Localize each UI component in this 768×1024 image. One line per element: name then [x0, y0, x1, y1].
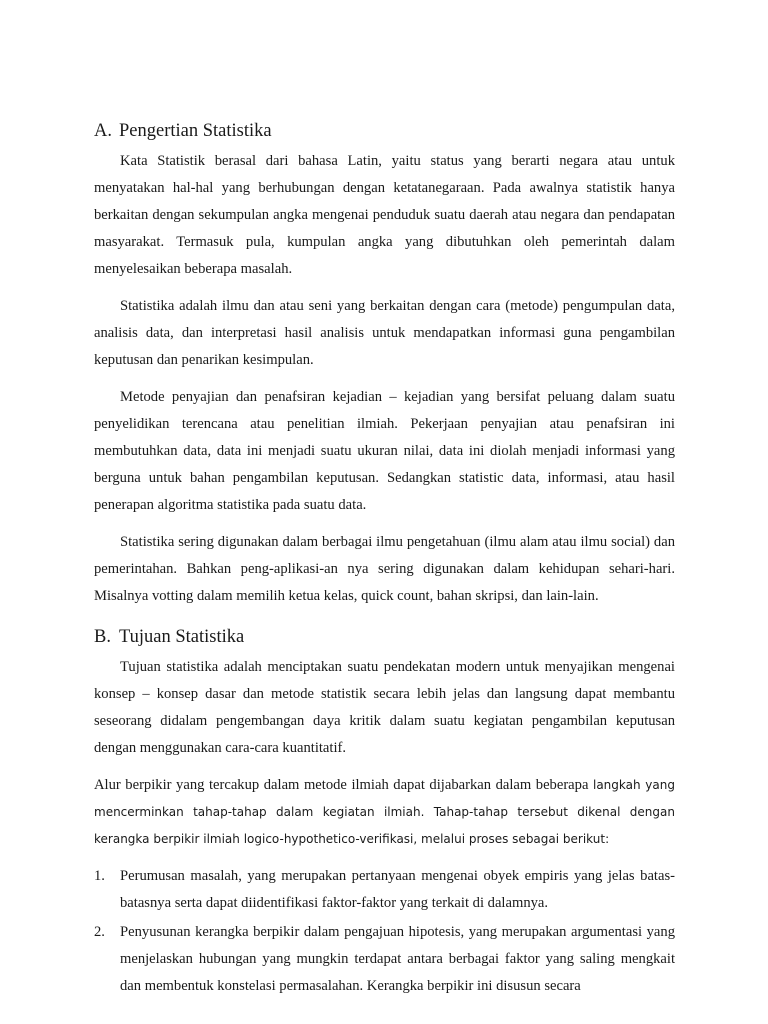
list-item	[94, 919, 675, 1000]
section-a-paragraph-3: Metode penyajian dan penafsiran kejadian – kejadian yang bersifat peluang dalam suatu penyelidikan terencana atau penelitian ilmiah. Pekerjaan penyajian atau penafsiran ini membutuhkan data, data ini menjadi suatu ukuran nilai, data ini diolah menjadi informasi yang berguna untuk bahan pengambilan keputusan. Sedangkan statistic data, informasi, atau hasil penerapan algoritma statistika pada suatu data.	[94, 389, 675, 513]
list-item-number: 2.	[94, 924, 105, 940]
section-a-paragraph-2: Statistika adalah ilmu dan atau seni yang berkaitan dengan cara (metode) pengumpulan data, analisis data, dan interpretasi hasil analisis untuk mendapatkan informasi guna pengambilan keputusan dan penarikan kesimpulan.	[94, 298, 675, 368]
section-b-paragraph-2	[94, 772, 675, 853]
section-a-paragraph-4: Statistika sering digunakan dalam berbagai ilmu pengetahuan (ilmu alam atau ilmu social) dan pemerintahan. Bahkan peng-aplikasi-an nya sering digunakan dalam kehidupan sehari-hari. Misalnya votting dalam memilih ketua kelas, quick count, bahan skripsi, dan lain-lain.	[94, 534, 675, 604]
list-item	[94, 863, 675, 917]
section-b-paragraph-2-sans: langkah yang mencerminkan tahap-tahap dalam kegiatan ilmiah. Tahap-tahap tersebut dikenal dengan kerangka berpikir ilmiah logico-hypothetico-verifikasi, melalui proses sebagai berikut:	[94, 778, 675, 846]
section-a-letter: A.	[94, 121, 112, 141]
list-item-number: 1.	[94, 868, 105, 884]
section-b-paragraph-1: Tujuan statistika adalah menciptakan suatu pendekatan modern untuk menyajikan mengenai konsep – konsep dasar dan metode statistik secara lebih jelas dan langsung dapat membantu seseorang didalam pengembangan daya kritik dalam suatu kegiatan pengambilan keputusan dengan menggunakan cara-cara kuantitatif.	[94, 659, 675, 756]
section-b-title: Tujuan Statistika	[119, 627, 245, 647]
section-a-heading	[94, 118, 675, 144]
section-b-paragraph-2-serif: Alur berpikir yang tercakup dalam metode ilmiah dapat dijabarkan dalam beberapa	[94, 777, 593, 793]
list-item-text: Penyusunan kerangka berpikir dalam pengajuan hipotesis, yang merupakan argumentasi yang menjelaskan hubungan yang mungkin terdapat antara berbagai faktor yang saling mengkait dan membentuk konstelasi permasalahan. Kerangka berpikir ini disusun secara	[120, 924, 675, 994]
section-a-title: Pengertian Statistika	[119, 121, 272, 141]
list-item-text: Perumusan masalah, yang merupakan pertanyaan mengenai obyek empiris yang jelas batas-batasnya serta dapat diidentifikasi faktor-faktor yang terkait di dalamnya.	[120, 868, 675, 911]
section-b-letter: B.	[94, 627, 111, 647]
section-a-paragraph-1: Kata Statistik berasal dari bahasa Latin, yaitu status yang berarti negara atau untuk menyatakan hal-hal yang berhubungan dengan ketatanegaraan. Pada awalnya statistik hanya berkaitan dengan sekumpulan angka mengenai penduduk suatu daerah atau negara dan pendapatan masyarakat. Termasuk pula, kumpulan angka yang dibutuhkan oleh pemerintah dalam menyelesaikan beberapa masalah.	[94, 153, 675, 277]
section-b-heading	[94, 624, 675, 650]
steps-list	[94, 863, 675, 1000]
